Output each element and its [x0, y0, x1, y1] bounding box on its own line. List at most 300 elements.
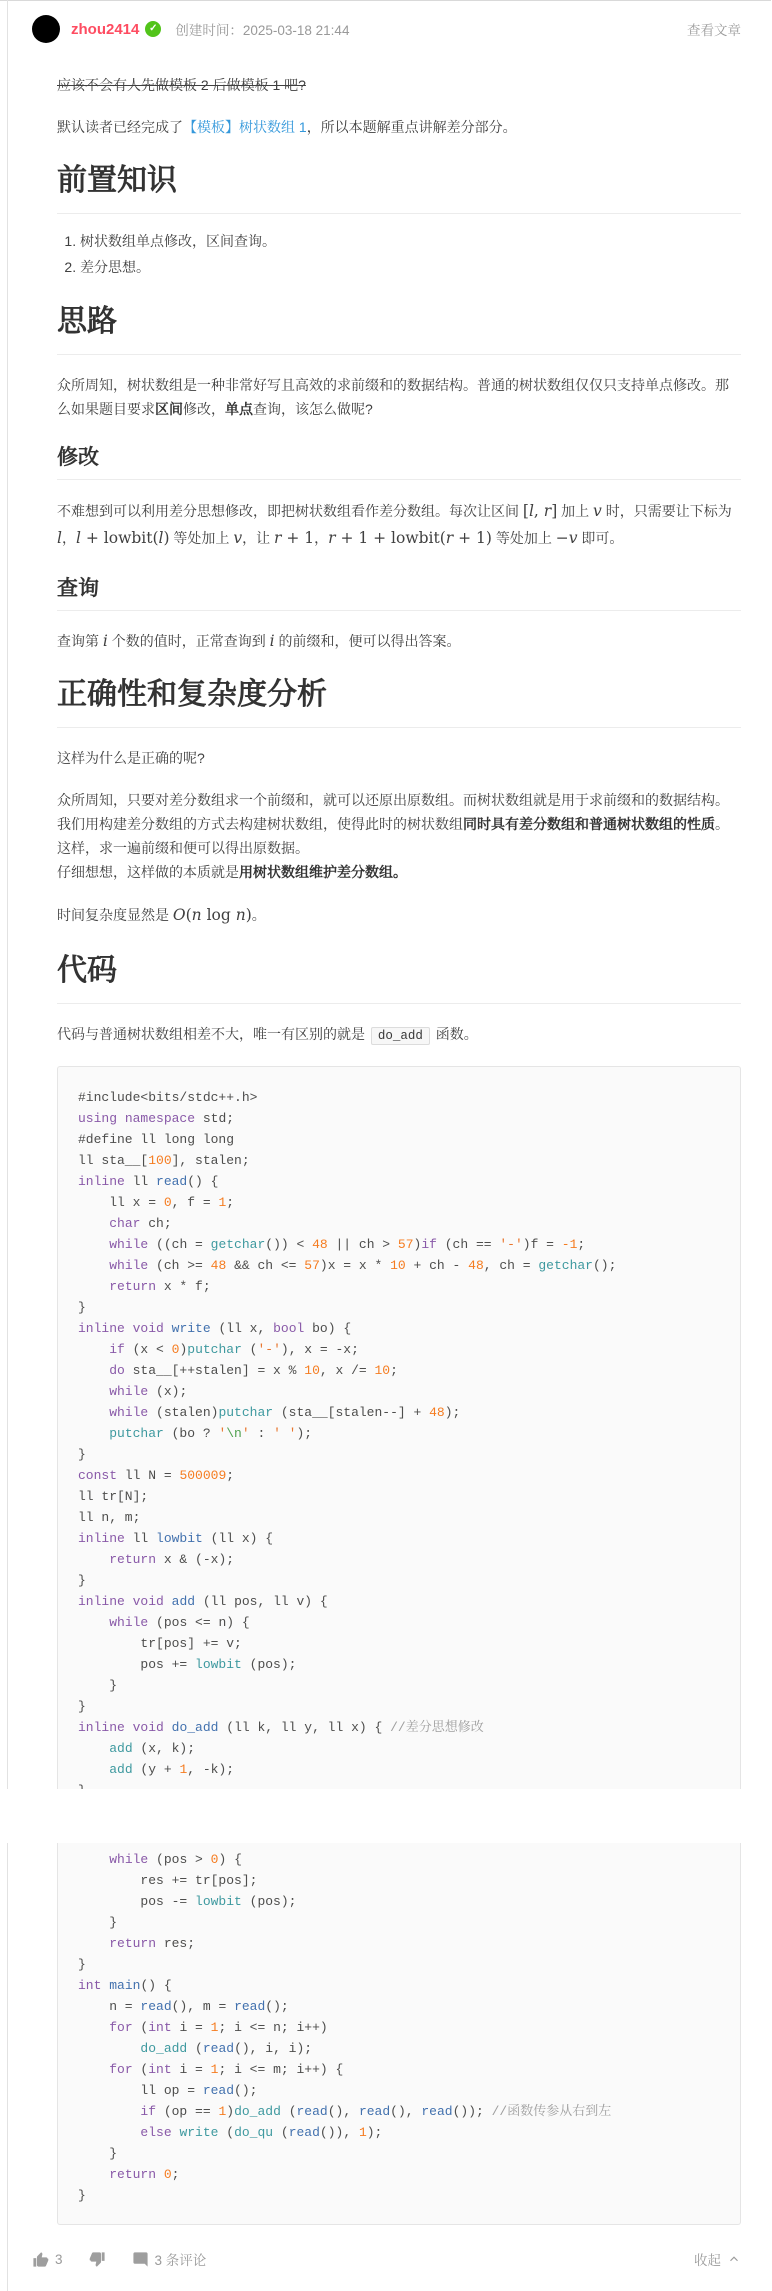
- code-line: [78, 1912, 720, 1933]
- code-token: ll sta__[: [78, 1153, 149, 1168]
- code-token: #define ll long long: [78, 1132, 235, 1147]
- code-token: [78, 1258, 109, 1273]
- text-segment: 时间复杂度显然是: [57, 907, 173, 923]
- code-token: , -k);: [187, 1762, 235, 1777]
- code-token: (sta__[stalen--] +: [273, 1405, 430, 1420]
- code-token: + ch -: [405, 1258, 469, 1273]
- code-token-s: ' ': [273, 1426, 297, 1441]
- code-token-k: int: [148, 2020, 172, 2035]
- code-token: n =: [78, 1999, 141, 2014]
- code-line: [78, 1591, 720, 1612]
- code-token-b: getchar: [538, 1258, 593, 1273]
- code-token: ll n, m;: [78, 1510, 141, 1525]
- code-token: ;: [577, 1237, 586, 1252]
- code-line: [78, 1465, 720, 1486]
- code-token: [125, 1321, 133, 1336]
- code-line: [78, 1402, 720, 1423]
- code-token: ; i <= n; i++): [218, 2020, 328, 2035]
- code-token: ()),: [319, 2125, 359, 2140]
- code-line: [78, 1486, 720, 1507]
- code-token-k: int: [78, 1978, 102, 1993]
- code-token: [78, 2041, 140, 2056]
- code-token: [78, 1216, 109, 1231]
- code-token-f: read: [421, 2104, 453, 2119]
- verified-badge-icon: ✓: [145, 21, 161, 37]
- analysis-paragraph: [57, 788, 741, 884]
- chevron-up-icon: [727, 2252, 741, 2266]
- screenshot-seam: [0, 1789, 772, 1843]
- dislike-button[interactable]: [89, 2251, 106, 2268]
- code-token: (), m =: [171, 1999, 235, 2014]
- code-token-k: if: [109, 1342, 125, 1357]
- code-line: [78, 1717, 720, 1738]
- code-token: (: [187, 2041, 203, 2056]
- text-segment-mi: r: [328, 529, 336, 547]
- code-token: }: [78, 1957, 86, 1972]
- code-token: }: [78, 1447, 86, 1462]
- code-token-f: read: [296, 2104, 328, 2119]
- code-token: }: [78, 1915, 118, 1930]
- code-token: pos -=: [78, 1894, 196, 1909]
- code-line: [78, 2143, 720, 2164]
- code-token: (pos >: [148, 1852, 211, 1867]
- code-line: [78, 1087, 720, 1108]
- code-line: [78, 1528, 720, 1549]
- text-segment-strike: 应该不会有人先做模板 2 后做模板 1 吧?: [57, 77, 306, 93]
- code-token: std;: [195, 1111, 235, 1126]
- code-line: [78, 1360, 720, 1381]
- code-token-f: read: [156, 1174, 188, 1189]
- heading-prereq: 前置知识: [57, 161, 741, 214]
- code-token: ], stalen;: [171, 1153, 250, 1168]
- modify-paragraph: [57, 498, 741, 552]
- code-token: ;: [226, 1195, 235, 1210]
- code-token-n: 1: [210, 2020, 219, 2035]
- idea-paragraph: [57, 373, 741, 421]
- code-token: (ll x) {: [202, 1531, 274, 1546]
- code-token: [78, 1279, 109, 1294]
- code-token-k: else: [140, 2125, 172, 2140]
- code-token-f: lowbit: [156, 1531, 203, 1546]
- code-line: [78, 2059, 720, 2080]
- heading-analysis: 正确性和复杂度分析: [57, 675, 741, 728]
- avatar[interactable]: [32, 15, 60, 43]
- code-token: ();: [265, 1999, 289, 2014]
- code-token: [125, 1594, 133, 1609]
- code-line: [78, 1738, 720, 1759]
- code-line: [78, 1891, 720, 1912]
- code-token: (x, k);: [132, 1741, 196, 1756]
- post-header: [32, 15, 741, 43]
- code-token-k: inline: [78, 1720, 125, 1735]
- code-token-n: 48: [429, 1405, 445, 1420]
- code-token-f: read: [140, 1999, 172, 2014]
- comments-button[interactable]: [132, 2249, 207, 2269]
- code-token: (pos);: [241, 1657, 297, 1672]
- complexity-paragraph: [57, 902, 741, 929]
- code-token-b: add: [109, 1741, 133, 1756]
- code-line: [78, 1339, 720, 1360]
- text-segment: 修改，: [183, 401, 225, 417]
- text-segment-m: ): [163, 529, 170, 547]
- code-line: [78, 1612, 720, 1633]
- code-token: [78, 2062, 109, 2077]
- why-paragraph: [57, 746, 741, 770]
- code-line: [78, 1171, 720, 1192]
- code-token-k: void: [132, 1594, 164, 1609]
- code-line: [78, 1381, 720, 1402]
- text-segment-mi: r: [273, 529, 282, 547]
- code-token: [78, 1741, 109, 1756]
- text-segment: ，所以本题解重点讲解差分部分。: [306, 119, 517, 135]
- code-token-k: return: [109, 2167, 157, 2182]
- code-token-f: read: [358, 2104, 391, 2119]
- code-token-k: while: [109, 1258, 149, 1273]
- text-segment-b: 用树状数组维护差分数组。: [239, 864, 407, 880]
- code-token: [125, 1720, 133, 1735]
- code-token: #include<bits/stdc++.h>: [78, 1090, 258, 1105]
- text-segment: ，让: [242, 530, 274, 546]
- code-line: [78, 1549, 720, 1570]
- thumbs-down-icon: [89, 2251, 106, 2268]
- code-token: ;: [226, 1468, 235, 1483]
- code-line: [78, 1696, 720, 1717]
- text-segment-m: [: [522, 502, 529, 520]
- code-token: pos +=: [78, 1657, 196, 1672]
- code-token-k: for: [109, 2020, 133, 2035]
- code-token-b: do_qu: [234, 2125, 274, 2140]
- code-token: )f =: [522, 1237, 562, 1252]
- code-token: ) {: [218, 1852, 242, 1867]
- view-article-link[interactable]: 查看文章: [687, 23, 741, 38]
- code-line: [78, 1318, 720, 1339]
- code-token-c: //函数传参从右到左: [491, 2104, 612, 2119]
- code-line: [78, 1108, 720, 1129]
- code-token: ll N =: [117, 1468, 180, 1483]
- code-token: ll: [124, 1531, 157, 1546]
- code-line: [78, 1870, 720, 1891]
- text-segment-m: −: [555, 529, 569, 547]
- text-segment-mi: v: [568, 529, 578, 547]
- code-line: [78, 1675, 720, 1696]
- code-line: [78, 1633, 720, 1654]
- code-token-k: inline: [78, 1531, 125, 1546]
- code-token-b: add: [109, 1762, 133, 1777]
- code-token-b: putchar: [218, 1405, 274, 1420]
- text-segment-mi: v: [233, 529, 243, 547]
- code-token: (op ==: [156, 2104, 219, 2119]
- code-token-s: ': [218, 1426, 227, 1441]
- code-line: [78, 2080, 720, 2101]
- code-token-b: do_add: [140, 2041, 188, 2056]
- code-token-k: inline: [78, 1594, 125, 1609]
- code-token-b: putchar: [109, 1426, 164, 1441]
- code-token: );: [444, 1405, 461, 1420]
- code-token: sta__[++stalen] = x %: [124, 1363, 305, 1378]
- code-line: [78, 1234, 720, 1255]
- code-line: [78, 1507, 720, 1528]
- code-token: ((ch =: [148, 1237, 211, 1252]
- code-token: [164, 1720, 172, 1735]
- text-segment-mi: l: [528, 502, 534, 520]
- inline-link[interactable]: 【模板】树状数组 1: [183, 119, 307, 135]
- code-token: ();: [592, 1258, 617, 1273]
- code-token-k: return: [109, 1279, 157, 1294]
- code-token: ): [179, 1342, 188, 1357]
- code-line: [78, 2185, 720, 2206]
- text-segment: 默认读者已经完成了: [57, 119, 183, 135]
- code-block-top[interactable]: [57, 1066, 741, 1789]
- text-segment-mi: n: [235, 906, 246, 924]
- code-token: [78, 1363, 109, 1378]
- code-token-n: 0: [210, 1852, 219, 1867]
- code-line: [78, 1849, 720, 1870]
- comments-label: 3 条评论: [154, 2253, 207, 2268]
- code-token: ()) <: [265, 1237, 313, 1252]
- code-token-k: namespace: [124, 1111, 196, 1126]
- text-segment-m: log: [201, 906, 236, 924]
- code-token-n: 48: [210, 1258, 227, 1273]
- code-line: [78, 1933, 720, 1954]
- text-segment-m: ,: [533, 502, 544, 520]
- code-token: }: [78, 1573, 86, 1588]
- code-token: );: [366, 2125, 383, 2140]
- code-line: [78, 1759, 720, 1780]
- code-line: [78, 1975, 720, 1996]
- code-token: (: [241, 1342, 258, 1357]
- code-token: ): [413, 1237, 422, 1252]
- code-token: (: [280, 2104, 297, 2119]
- code-token: }: [78, 1699, 86, 1714]
- code-token-k: if: [421, 1237, 437, 1252]
- code-token-k: while: [109, 1615, 149, 1630]
- code-token-n: 57: [304, 1258, 320, 1273]
- comment-icon: [132, 2251, 149, 2268]
- code-token: [78, 1762, 109, 1777]
- code-token-f: read: [288, 2125, 320, 2140]
- code-token-k: void: [132, 1321, 164, 1336]
- code-token-n: 1: [210, 2062, 219, 2077]
- code-token: }: [78, 2146, 118, 2161]
- code-token-k: int: [148, 2062, 172, 2077]
- code-token: )x = x *: [319, 1258, 391, 1273]
- code-token-k: if: [140, 2104, 157, 2119]
- code-token-f: main: [109, 1978, 141, 1993]
- created-time: 创建时间：2025-03-18 21:44: [175, 23, 350, 38]
- list-item: 1. 树状数组单点修改，区间查询。: [80, 228, 741, 254]
- code-token-f: read: [202, 2041, 235, 2056]
- code-token: , ch =: [483, 1258, 539, 1273]
- collapse-button[interactable]: [694, 2249, 741, 2269]
- code-token-k: return: [109, 1936, 157, 1951]
- code-token-b: lowbit: [195, 1657, 242, 1672]
- code-line: [78, 2017, 720, 2038]
- code-line: [78, 1129, 720, 1150]
- meme-paragraph: [57, 73, 741, 97]
- code-token-f: add: [171, 1594, 196, 1609]
- text-segment-mi: l: [158, 529, 164, 547]
- code-token: () {: [187, 1174, 219, 1189]
- code-token: [78, 2020, 109, 2035]
- text-segment: 查询第: [57, 633, 103, 649]
- text-segment: 代码与普通树状数组相差不大，唯一有区别的就是: [57, 1026, 369, 1042]
- heading-query: 查询: [57, 576, 741, 611]
- heading-code: 代码: [57, 951, 741, 1004]
- code-token-n: 48: [468, 1258, 484, 1273]
- code-line: [78, 1654, 720, 1675]
- text-segment-mi: r: [445, 529, 454, 547]
- text-segment-mi: i: [269, 632, 275, 650]
- text-segment-b: 单点: [225, 401, 253, 417]
- prereq-list: [57, 228, 741, 280]
- code-token-k: const: [78, 1468, 118, 1483]
- code-line: [78, 2164, 720, 2185]
- code-token-b: do_add: [234, 2104, 281, 2119]
- code-token-b: putchar: [187, 1342, 242, 1357]
- code-token: [78, 1936, 109, 1951]
- code-token: (ch ==: [436, 1237, 500, 1252]
- code-token-n: 57: [397, 1237, 414, 1252]
- code-token: }: [78, 2188, 86, 2203]
- text-segment: 这样为什么是正确的呢?: [57, 750, 205, 766]
- code-token-k: do: [109, 1363, 125, 1378]
- code-token-k: char: [109, 1216, 141, 1231]
- text-segment: 等处加上: [491, 530, 556, 546]
- code-token: [78, 1342, 109, 1357]
- code-token: (x <: [124, 1342, 172, 1357]
- text-segment: 即可。: [577, 530, 624, 546]
- text-segment-m: (: [185, 906, 192, 924]
- code-token: ), x = -x;: [280, 1342, 359, 1357]
- code-token-n: -1: [561, 1237, 578, 1252]
- text-segment: ，: [314, 530, 329, 546]
- code-token: i =: [171, 2062, 211, 2077]
- code-token: (ch >=: [148, 1258, 211, 1273]
- list-item: 2. 差分思想。: [80, 254, 741, 280]
- code-token-k: while: [109, 1384, 149, 1399]
- code-line: [78, 1954, 720, 1975]
- code-line: [78, 1276, 720, 1297]
- code-token: (),: [390, 2104, 422, 2119]
- code-token-k: inline: [78, 1321, 125, 1336]
- code-token-f: do_add: [171, 1720, 219, 1735]
- code-token-f: write: [171, 1321, 211, 1336]
- code-token: (x);: [148, 1384, 188, 1399]
- code-token: x * f;: [156, 1279, 211, 1294]
- code-token-n: 48: [312, 1237, 328, 1252]
- code-line: [78, 1297, 720, 1318]
- text-segment: 时，只需要让下标为: [601, 503, 732, 519]
- code-token: res += tr[pos];: [78, 1873, 258, 1888]
- text-segment: 。这样，求一遍前缀和便可以得出原数据。: [57, 816, 729, 856]
- text-segment: 众所周知，只要对差分数组求一个前缀和，就可以还原出原数组。而树状数组就是用于求前缀和的数据结构。我们用构建差分数组的方式去构建树状数组，使得此时的树状数组: [57, 792, 729, 832]
- code-line: [78, 1255, 720, 1276]
- code-block-bottom[interactable]: [57, 1843, 741, 2225]
- text-segment-mi: l: [57, 529, 62, 547]
- code-token-n: 1: [179, 1762, 188, 1777]
- text-segment: 的前缀和，便可以得出答案。: [274, 633, 461, 649]
- code-token-k: inline: [78, 1174, 125, 1189]
- code-token: ch;: [140, 1216, 172, 1231]
- text-segment-m: + lowbit(: [80, 529, 159, 547]
- code-token: (stalen): [148, 1405, 219, 1420]
- code-token: ());: [452, 2104, 492, 2119]
- code-token-s: ': [241, 1426, 250, 1441]
- code-token-n: 10: [390, 1258, 406, 1273]
- text-segment: ，: [61, 530, 76, 546]
- code-token: (),: [327, 2104, 359, 2119]
- code-token-k: while: [109, 1405, 149, 1420]
- code-token: , f =: [171, 1195, 219, 1210]
- code-token: (pos);: [241, 1894, 297, 1909]
- code-line: [78, 1150, 720, 1171]
- code-token: [78, 1384, 109, 1399]
- like-button[interactable]: [32, 2251, 63, 2268]
- code-token-n: 0: [171, 1342, 180, 1357]
- code-token: :: [249, 1426, 274, 1441]
- code-token: (ll pos, ll v) {: [195, 1594, 328, 1609]
- text-segment-mi: l: [75, 529, 81, 547]
- thumbs-up-icon: [32, 2251, 49, 2268]
- code-token-k: using: [78, 1111, 118, 1126]
- code-token: (: [218, 2125, 235, 2140]
- code-intro-paragraph: [57, 1022, 741, 1048]
- text-segment: 。: [251, 907, 266, 923]
- code-token: }: [78, 1300, 86, 1315]
- code-token: ll x =: [78, 1195, 164, 1210]
- code-line: [78, 1996, 720, 2017]
- code-token: [78, 1615, 109, 1630]
- username-link[interactable]: zhou2414: [71, 20, 140, 38]
- code-token: (: [132, 2062, 149, 2077]
- text-segment-m: ): [245, 906, 252, 924]
- code-token: [78, 1426, 109, 1441]
- code-token: ll op =: [78, 2083, 203, 2098]
- code-token: (: [273, 2125, 289, 2140]
- text-segment-mi: r: [543, 502, 552, 520]
- code-token: [78, 1552, 109, 1567]
- post-footer: [32, 2249, 741, 2269]
- text-segment-mi: O: [172, 906, 186, 924]
- code-token: [164, 1594, 172, 1609]
- code-token: [117, 1111, 125, 1126]
- text-segment-b: 区间: [155, 401, 183, 417]
- code-token-k: for: [109, 2062, 133, 2077]
- code-token: i =: [171, 2020, 211, 2035]
- code-token-c: //差分思想修改: [390, 1720, 484, 1735]
- text-segment: 等处加上: [169, 530, 234, 546]
- code-token: || ch >: [327, 1237, 398, 1252]
- code-token-n: 100: [148, 1153, 172, 1168]
- code-token: [164, 1321, 172, 1336]
- code-token-k: bool: [273, 1321, 305, 1336]
- code-token: (bo ?: [163, 1426, 219, 1441]
- code-line: [78, 1570, 720, 1591]
- text-segment-mi: i: [102, 632, 108, 650]
- code-token: (: [132, 2020, 149, 2035]
- text-segment: 不难想到可以利用差分思想修改，即把树状数组看作差分数组。每次让区间: [57, 503, 523, 519]
- text-segment: 加上: [557, 503, 594, 519]
- code-token-s: '-': [499, 1237, 523, 1252]
- code-token-n: 500009: [179, 1468, 227, 1483]
- code-token-n: 10: [304, 1363, 320, 1378]
- code-line: [78, 2038, 720, 2059]
- code-token-b: write: [179, 2125, 219, 2140]
- code-token: ;: [390, 1363, 398, 1378]
- text-segment: 查询，该怎么做呢?: [253, 401, 373, 417]
- code-token-k: while: [109, 1852, 149, 1867]
- like-count: 3: [55, 2251, 63, 2267]
